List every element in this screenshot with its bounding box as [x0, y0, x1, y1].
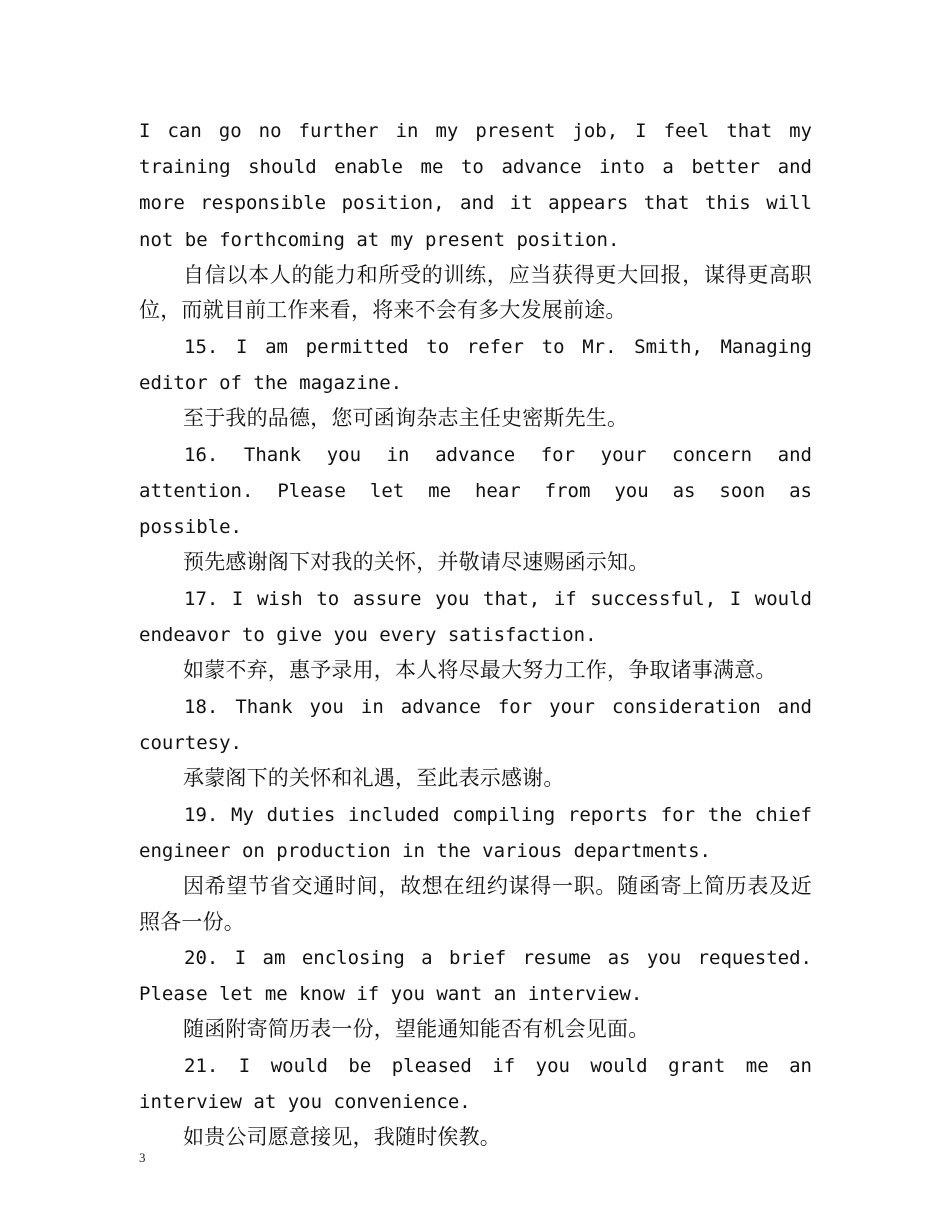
paragraph-zh: 自信以本人的能力和所受的训练，应当获得更大回报，谋得更高职位，而就目前工作来看，将来不会有多大发展前途。	[139, 262, 812, 323]
paragraph-en: 19. My duties included compiling reports for the chief engineer on production in the various departments.	[139, 803, 812, 862]
paragraph-en: 20. I am enclosing a brief resume as you requested. Please let me know if you want an interview.	[139, 947, 812, 1006]
paragraph-zh: 因希望节省交通时间，故想在纽约谋得一职。随函寄上简历表及近照各一份。	[139, 874, 812, 934]
document-body	[139, 113, 812, 1156]
page-number: 3	[139, 1150, 146, 1165]
paragraph-en: I can go no further in my present job, I feel that my training should enable me to advance into a better and more responsible position, and it appears that this will not be forthcoming at my present position.	[139, 120, 812, 251]
paragraph-en: 21. I would be pleased if you would grant me an interview at you convenience.	[139, 1054, 812, 1114]
paragraph-en: 15. I am permitted to refer to Mr. Smith, Managing editor of the magazine.	[139, 335, 812, 395]
paragraph-en: 16. Thank you in advance for your concern and attention. Please let me hear from you as soon as possible.	[139, 443, 812, 539]
paragraph-zh: 如蒙不弃，惠予录用，本人将尽最大努力工作，争取诸事满意。	[183, 658, 777, 683]
paragraph-zh: 预先感谢阁下对我的关怀，并敬请尽速赐函示知。	[183, 550, 650, 575]
paragraph-en: 17. I wish to assure you that, if successful, I would endeavor to give you every satisfaction.	[139, 587, 812, 647]
paragraph-en: 18. Thank you in advance for your consideration and courtesy.	[139, 695, 812, 754]
paragraph-zh: 至于我的品德，您可函询杂志主任史密斯先生。	[183, 406, 629, 431]
paragraph-zh: 随函附寄简历表一份，望能通知能否有机会见面。	[183, 1017, 650, 1042]
paragraph-zh: 如贵公司愿意接见，我随时俟教。	[183, 1125, 501, 1150]
paragraph-zh: 承蒙阁下的关怀和礼遇，至此表示感谢。	[183, 766, 565, 791]
